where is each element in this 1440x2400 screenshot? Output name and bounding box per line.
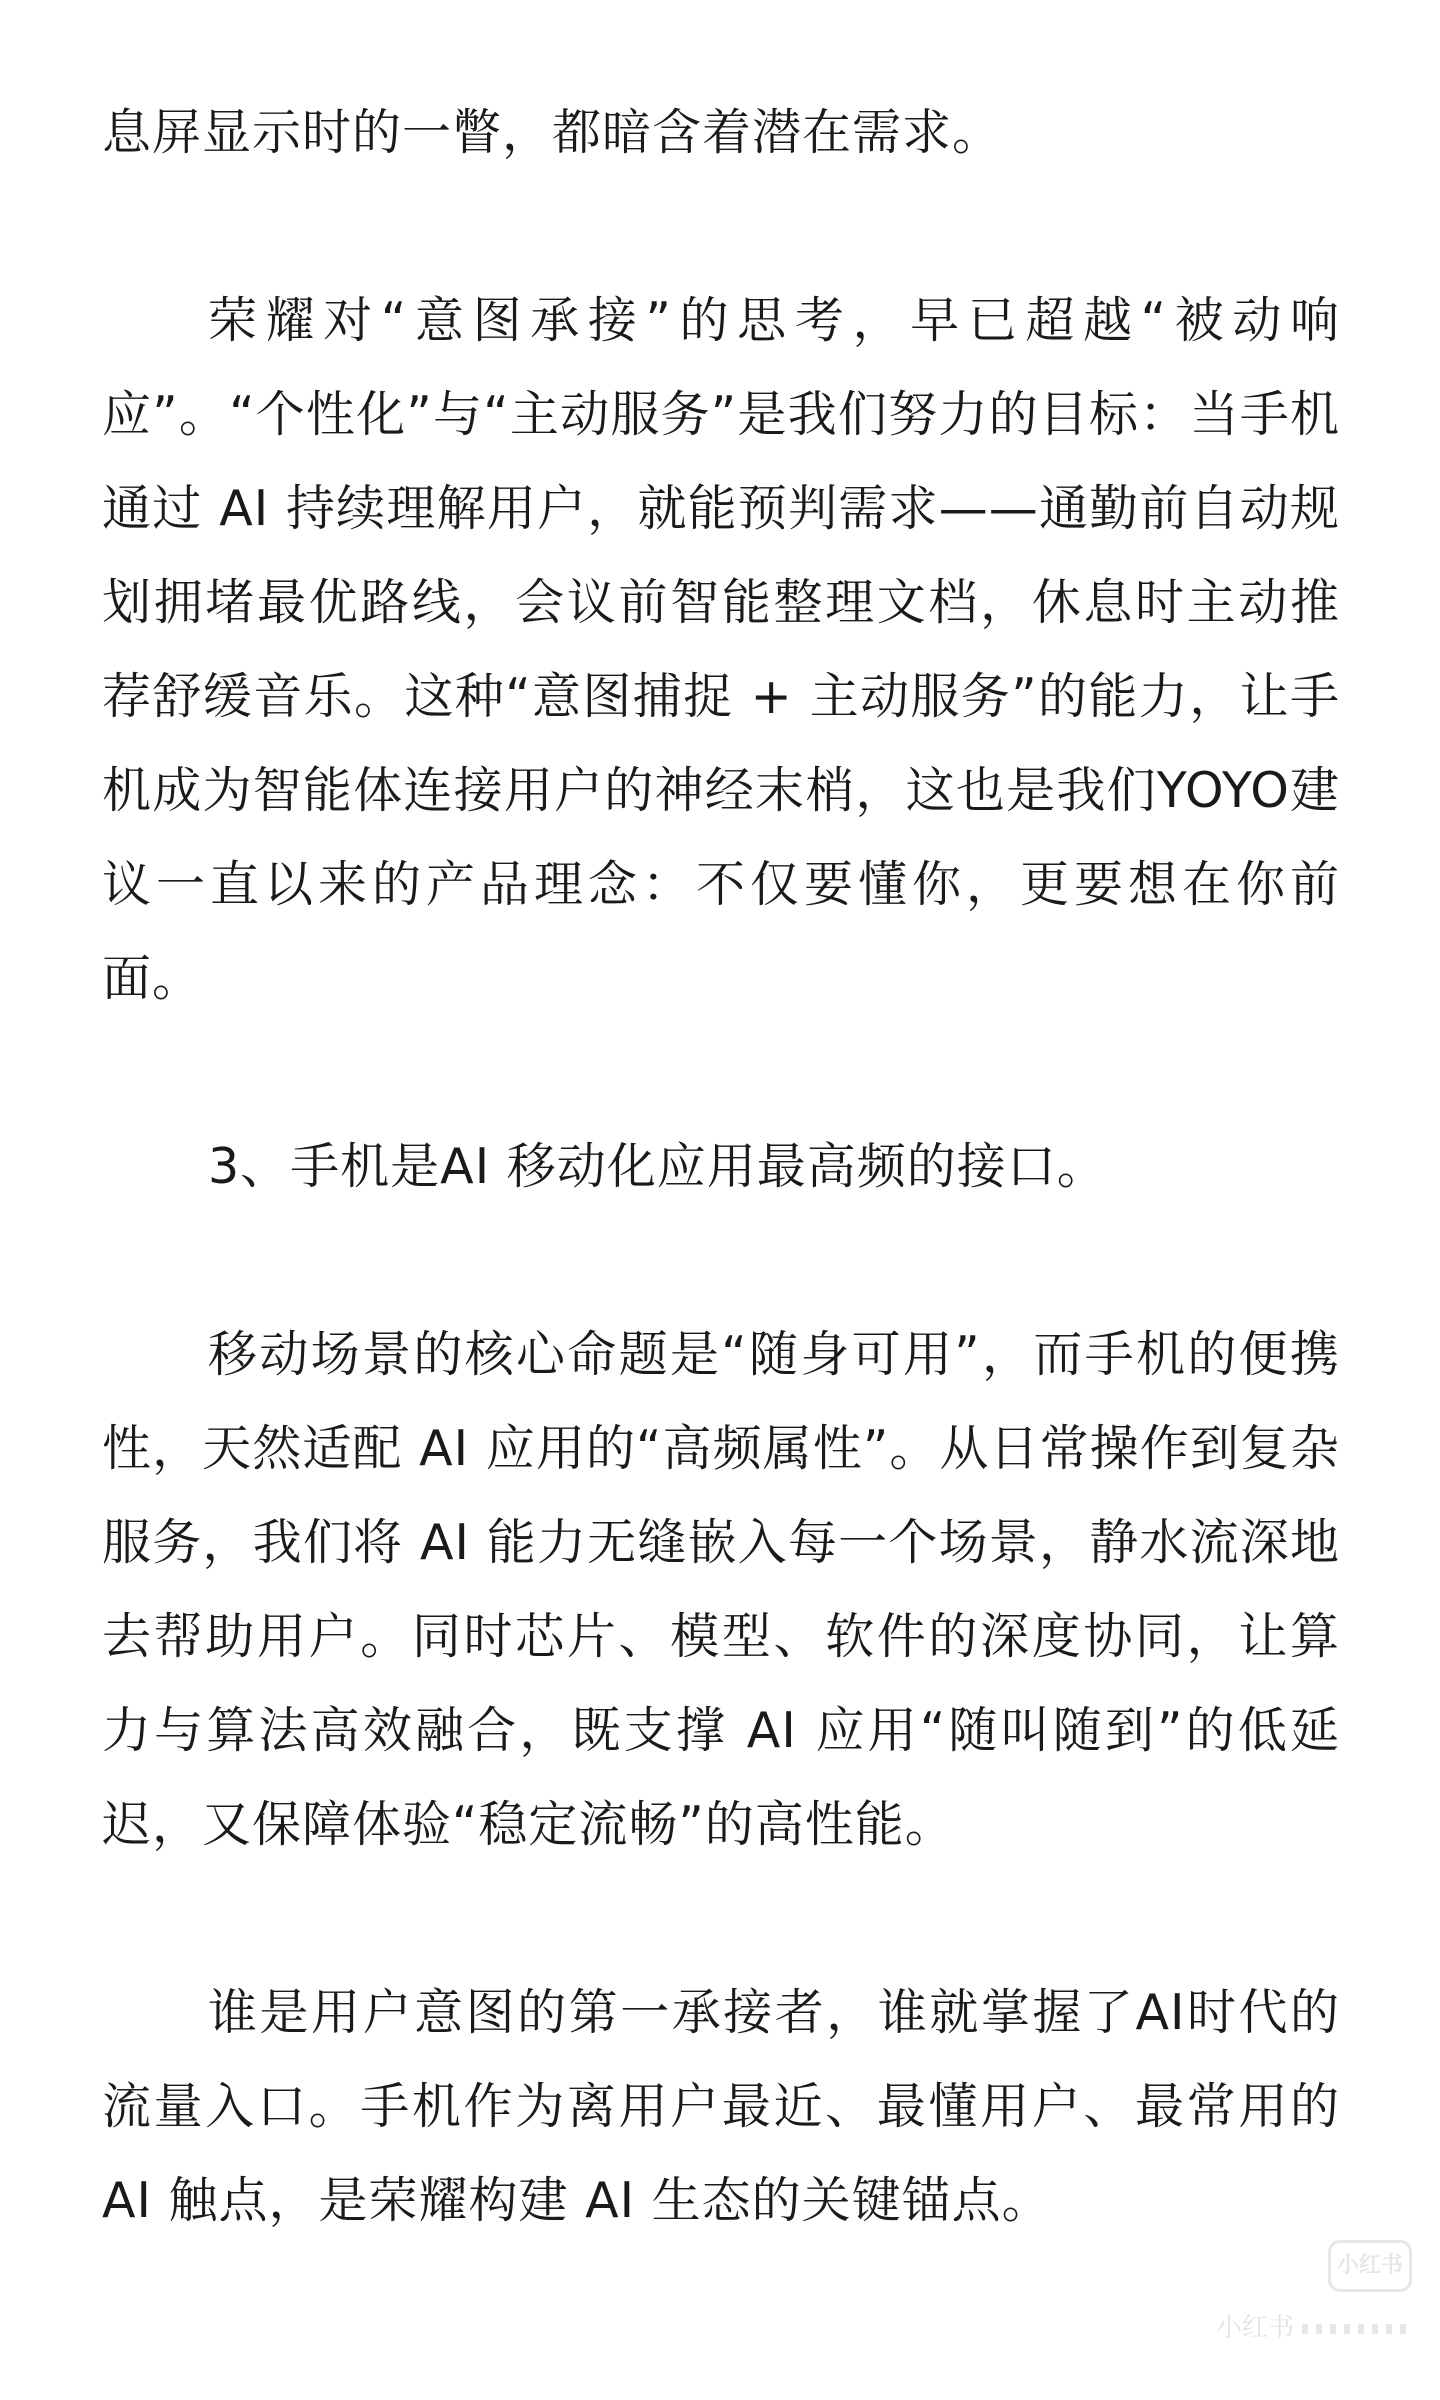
paragraph-conclusion: 谁是用户意图的第一承接者，谁就掌握了AI时代的流量入口。手机作为离用户最近、最懂用户、最常用的 AI 触点，是荣耀构建 AI 生态的关键锚点。 [102,1984,1340,2229]
watermark-text: 小红书 [1215,2313,1294,2343]
watermark-dots [1302,2324,1412,2334]
xiaohongshu-logo-icon: 小红书 [1328,2240,1412,2292]
section-heading-3: 3、手机是AI 移动化应用最高频的接口。 [208,1138,1107,1195]
paragraph-mobile-scenario: 移动场景的核心命题是“随身可用”，而手机的便携性，天然适配 AI 应用的“高频属性”。从日常操作到复杂服务，我们将 AI 能力无缝嵌入每一个场景，静水流深地去帮助用户。同时芯片、模型、软件的深度协同，让算力与算法高效融合，既支撑 AI 应用“随叫随到”的低延迟，又保障体验“稳定流畅”的高性能。 [102,1326,1340,1853]
watermark [1072,2240,1412,2360]
article-body [102,86,1340,2342]
paragraph-intent-thinking: 荣耀对“意图承接”的思考，早已超越“被动响应”。“个性化”与“主动服务”是我们努力的目标：当手机通过 AI 持续理解用户，就能预判需求——通勤前自动规划拥堵最优路线，会议前智能整理文档，休息时主动推荐舒缓音乐。这种“意图捕捉 + 主动服务”的能力，让手机成为智能体连接用户的神经末梢，这也是我们YOYO建议一直以来的产品理念：不仅要懂你，更要想在你前面。 [102,292,1340,1007]
paragraph-continuation: 息屏显示时的一瞥，都暗含着潜在需求。 [102,104,1003,161]
